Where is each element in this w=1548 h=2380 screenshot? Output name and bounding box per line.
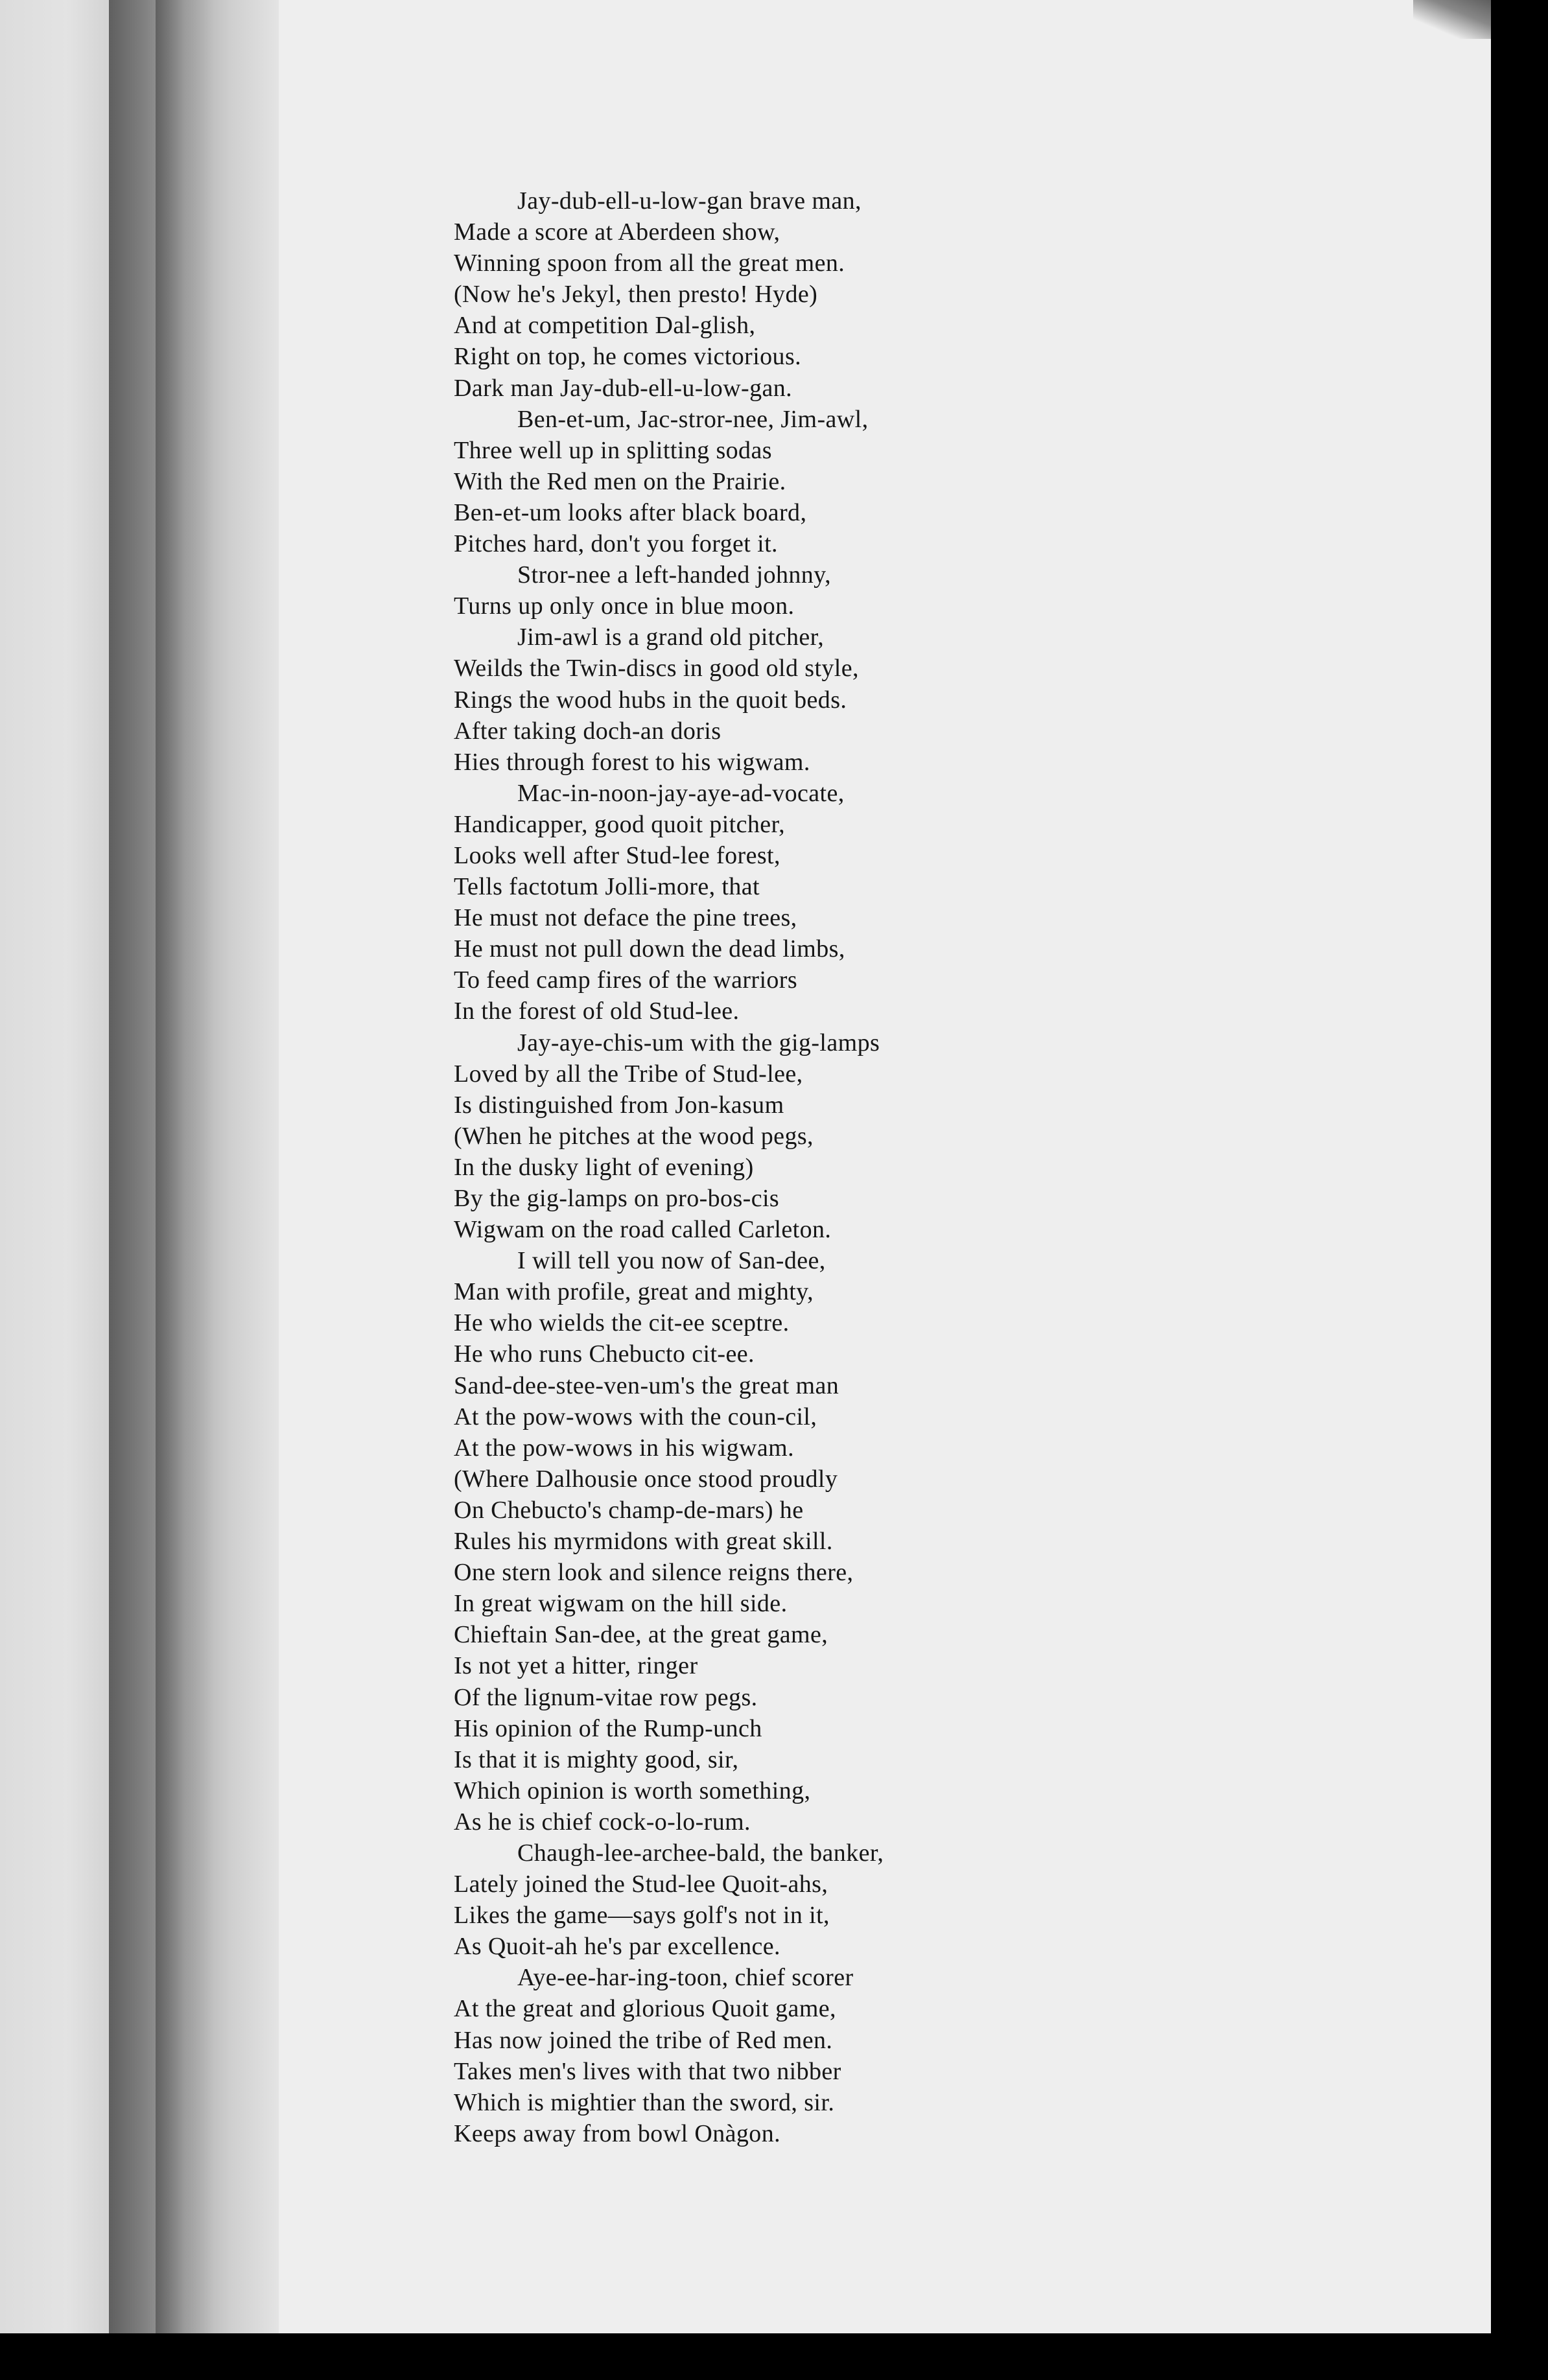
poem-line: Looks well after Stud-lee forest, [454,841,780,869]
poem-line: (Now he's Jekyl, then presto! Hyde) [454,281,818,309]
poem-line: Rings the wood hubs in the quoit beds. [454,686,847,714]
poem-line: Ben-et-um, Jac-stror-nee, Jim-awl, [517,405,869,433]
poem-line: In the forest of old Stud-lee. [454,998,740,1025]
poem-line: Loved by all the Tribe of Stud-lee, [454,1060,803,1088]
poem-line: Three well up in splitting sodas [454,436,772,464]
poem-line: He must not deface the pine trees, [454,904,797,932]
poem-line: As Quoit-ah he's par excellence. [454,1933,780,1961]
poem-line: Chieftain San-dee, at the great game, [454,1621,828,1649]
scan-border-right [1491,0,1548,2380]
poem-line: With the Red men on the Prairie. [454,467,786,495]
poem-line: (Where Dalhousie once stood proudly [454,1465,838,1493]
poem-line: Handicapper, good quoit pitcher, [454,810,785,838]
poem-line: At the pow-wows with the coun-cil, [454,1403,817,1430]
poem-line: Right on top, he comes victorious. [454,343,802,371]
poem-line: Aye-ee-har-ing-toon, chief scorer [517,1964,854,1992]
poem-line: Ben-et-um looks after black board, [454,498,807,526]
poem-line: As he is chief cock-o-lo-rum. [454,1808,751,1836]
poem-line: Dark man Jay-dub-ell-u-low-gan. [454,374,793,402]
poem-line: Chaugh-lee-archee-bald, the banker, [517,1839,884,1867]
poem-line: Stror-nee a left-handed johnny, [517,561,832,589]
binding-fold [156,0,214,2380]
poem-line: Which is mightier than the sword, sir. [454,2088,835,2116]
page-corner-wear [1413,0,1499,39]
poem-line: Tells factotum Jolli-more, that [454,873,760,901]
scan-border-bottom [0,2333,1499,2380]
poem-line: Jay-dub-ell-u-low-gan brave man, [517,187,862,215]
poem-line: And at competition Dal-glish, [454,312,756,340]
poem-line: Jim-awl is a grand old pitcher, [517,624,825,651]
poem-line: I will tell you now of San-dee, [517,1247,826,1275]
poem-line: In the dusky light of evening) [454,1153,754,1181]
poem-line: He who wields the cit-ee sceptre. [454,1309,790,1337]
poem-line: Turns up only once in blue moon. [454,592,795,620]
poem-line: Likes the game—says golf's not in it, [454,1902,830,1930]
poem-line: Weilds the Twin-discs in good old style, [454,655,859,682]
poem-line: Keeps away from bowl Onàgon. [454,2119,781,2147]
poem-line: Pitches hard, don't you forget it. [454,530,778,558]
poem-line: Hies through forest to his wigwam. [454,748,810,776]
poem-line: (When he pitches at the wood pegs, [454,1122,814,1150]
poem-line: In great wigwam on the hill side. [454,1590,788,1618]
poem-line: On Chebucto's champ-de-mars) he [454,1496,804,1524]
poem-line: By the gig-lamps on pro-bos-cis [454,1185,780,1212]
poem-line: Takes men's lives with that two nibber [454,2057,841,2085]
poem-line: At the great and glorious Quoit game, [454,1995,836,2023]
poem-line: His opinion of the Rump-unch [454,1714,762,1742]
poem-line: Man with profile, great and mighty, [454,1278,814,1306]
poem-line: He who runs Chebucto cit-ee. [454,1340,755,1368]
poem-line: Lately joined the Stud-lee Quoit-ahs, [454,1871,828,1898]
poem-line: Has now joined the tribe of Red men. [454,2026,833,2054]
poem-line: He must not pull down the dead limbs, [454,935,845,963]
poem-line: One stern look and silence reigns there, [454,1559,854,1587]
poem-text [454,185,1102,2149]
left-page-edge [0,0,111,2380]
poem-line: Sand-dee-stee-ven-um's the great man [454,1371,839,1399]
poem-line: Is distinguished from Jon-kasum [454,1091,784,1119]
poem-line: At the pow-wows in his wigwam. [454,1434,794,1462]
poem-line: Jay-aye-chis-um with the gig-lamps [517,1029,880,1056]
poem-line: Is that it is mighty good, sir, [454,1745,739,1773]
poem-line: Made a score at Aberdeen show, [454,218,780,246]
poem-line: Winning spoon from all the great men. [454,250,845,277]
poem-line: After taking doch-an doris [454,717,721,745]
poem-line: To feed camp fires of the warriors [454,966,798,994]
poem-line: Rules his myrmidons with great skill. [454,1528,833,1556]
poem-line: Which opinion is worth something, [454,1777,811,1804]
poem-line: Is not yet a hitter, ringer [454,1652,698,1680]
poem-line: Mac-in-noon-jay-aye-ad-vocate, [517,779,845,807]
poem-line: Wigwam on the road called Carleton. [454,1216,832,1244]
poem-line: Of the lignum-vitae row pegs. [454,1683,758,1711]
